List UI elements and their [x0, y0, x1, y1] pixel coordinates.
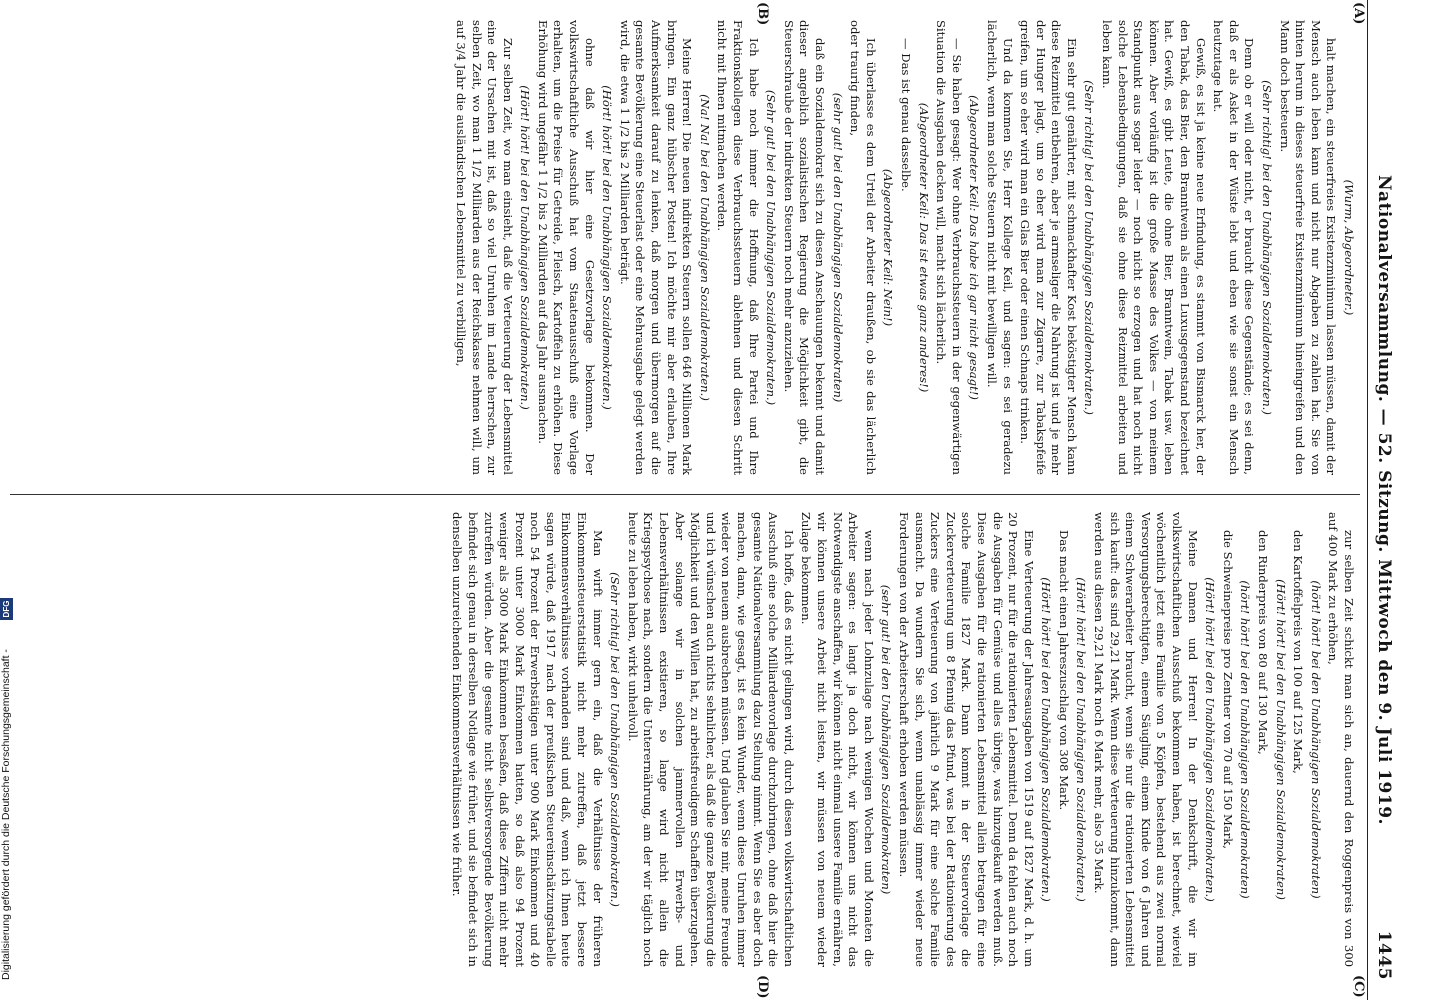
margin-marker-c: (C): [1351, 975, 1366, 998]
interjection: (Hört! hört! bei den Unabhängigen Sozialdemokraten.): [600, 85, 615, 410]
paragraph: — Sie haben gesagt: Wer ohne Verbrauchssteuern in der gegenwärtigen Situation die Ausgaben decken will, macht sich lächerlich.: [934, 20, 964, 475]
right-column: [11, 512, 1356, 967]
dfg-logo-icon: DFG: [0, 598, 13, 620]
interjection: (Hört! hört! bei den Unabhängigen Sozialdemokraten): [1273, 579, 1288, 900]
paragraph: die Schweinepreise pro Zentner von 70 auf 150 Mark,: [1220, 530, 1235, 849]
paragraph: Eine Verteuerung der Jahresausgaben von 1519 auf 1827 Mark, d. h. um 20 Prozent, nur für die rationierten Lebensmittel. Denn da fehlen auch noch die Ausgaben für Gemüse und alles übrige, was hinzugekauft werden muß. Diese Ausgaben für die rationierten Lebensmittel allein betragen für eine solche Familie 1827 Mark. Dann kommt in der Steuervorlage die Zuckerverteuerung um 8 Pfennig das Pfund, was bei der Rationierung des Zuckers eine Verteuerung von jährlich 9 Mark für eine solche Familie ausmacht. Da wundern Sie sich, wenn unablässig immer wieder neue Forderungen von der Arbeiterschaft erhoben werden müssen.: [896, 512, 1036, 967]
interjection: (Wurm, Abgeordneter.): [1342, 179, 1356, 316]
interjection: (Sehr gut! bei den Unabhängigen Sozialdemokraten.): [764, 89, 779, 406]
left-column: [11, 20, 1356, 475]
interjection: (Hört! hört! bei den Unabhängigen Sozialdemokraten.): [1203, 577, 1218, 902]
paragraph: Meine Herren! Die neuen indirekten Steuern sollen 646 Millionen Mark bringen. Ein ganz hübscher Posten! Ich möchte mir aber erlauben, Ihre Aufmerksamkeit darauf zu lenken, daß morgen und übermorgen auf die gesamte Bevölkerung eine Steuerlast oder eine Mehrausgabe gelegt werden wird, die etwa 1 1/2 bis 2 Milliarden beträgt.: [617, 20, 695, 475]
paragraph: — Das ist genau dasselbe.: [898, 38, 913, 192]
interjection: (Sehr richtig! bei den Unabhängigen Sozialdemokraten.): [608, 572, 623, 907]
interjection: (Sehr richtig! bei den Unabhängigen Sozialdemokraten.): [1260, 80, 1275, 415]
interjection: (hört! hört! bei den Unabhängigen Sozialdemokraten): [1308, 580, 1323, 899]
paragraph: zur selben Zeit schickt man sich an, dauernd den Roggenpreis von 300 auf 400 Mark zu erhöhen,: [1326, 512, 1356, 967]
interjection: (Hört! hört! bei den Unabhängigen Sozialdemokraten.): [518, 85, 533, 410]
interjection: (Abgeordneter Keil: Nein!): [881, 168, 896, 327]
paragraph: Ein sehr gut genährter, mit schmackhafter Kost beköstigter Mensch kann diese Reizmittel entbehren, aber je armseliger die Nahrung ist und je mehr der Hunger plagt, um so eher wird man zur Zigarre, zur Tabakspfeife greifen, um so eher wird man ein Glas Bier oder einen Schnaps trinken.: [1018, 20, 1079, 475]
paragraph: Ich hoffe, daß es nicht gelingen wird, durch diesen volkswirtschaftlichen Ausschuß eine solche Milliardenvorlage durchzubringen, ohne daß hier die gesamte Nationalversammlung dazu Stellung nimmt. Wenn Sie es aber doch machen, dann, wie gesagt, ist es kein Wunder, wenn diese Unruhen immer wieder von neuem ausbrechen müssen. Und glauben Sie mir, meine Freunde und ich wünschen auch nichts sehnlicher, als daß die ganze Bevölkerung die Möglichkeit und den Willen hat, zu arbeitsfreudigem Schaffen überzugehen. Aber solange wir in solchen jammervollen Erwerbs- und Lebensverhältnissen existieren, so lange wird nicht allein die Kriegspsychose nach, sondern die Unterernährung, am der wir täglich noch heute zu leben haben, wirkt unheilvoll.: [625, 512, 796, 967]
paragraph: Denn ob er will oder nicht, er braucht diese Gegenstände; es sei denn, daß er als Asket in der Wüste lebt und eben wie sie sonst ein Mensch heutzutage hat.: [1211, 20, 1257, 475]
interjection: (Sehr richtig! bei den Unabhängigen Sozialdemokraten.): [1082, 80, 1097, 415]
paragraph: Und da kommen Sie, Herr Kollege Keil, und sagen: es sei geradezu lächerlich, wenn man solche Steuern nicht mit bewilligen will.: [984, 20, 1015, 475]
interjection: (sehr gut! bei den Unabhängigen Sozialdemokraten): [830, 92, 845, 403]
interjection: (Hört! hört! bei den Unabhängigen Sozialdemokraten.): [1039, 577, 1054, 902]
digitization-credit: [0, 600, 16, 980]
paragraph: Man wirft immer gern ein, daß die Verhältnisse der früheren Einkommensteuerstatistik nicht mehr zutreffen, daß jetzt bessere Einkommensverhältnisse vorhanden sind und daß, wenn ich Ihnen heute sagen würde, daß 1917 nach der preußischen Steuereinschätzungstabelle noch 54 Prozent der Erwerbstätigen unter 900 Mark Einkommen und 40 Prozent unter 3000 Mark Einkommen hatten, so daß also 94 Prozent weniger als 3000 Mark Einkommen besaßen, daß diese Ziffern nicht mehr zutreffen würden. Aber die gesamte nicht selbstversorgende Bevölkerung befindet sich genau in derselben Notlage wie früher, und sie befindet sich in denselben unzureichenden Einkommensverhältnissen wie früher.: [450, 512, 605, 967]
page-number: 1445: [1374, 930, 1394, 980]
interjection: (Abgeordneter Keil: Das habe ich gar nicht gesagt!): [967, 95, 982, 400]
page-header: [1367, 0, 1400, 1000]
paragraph: Ich überlasse es dem Urteil der Arbeiter draußen, ob sie das lächerlich oder traurig finden,: [848, 20, 878, 475]
paragraph: Ich habe noch immer die Hoffnung, daß Ihre Partei und Ihre Fraktionskollegen diese Verbrauchssteuern ablehnen und diesen Schritt nicht mit Ihnen mitmachen werden.: [715, 20, 761, 475]
interjection: (Abgeordneter Keil: Das ist etwas ganz anderes!): [916, 102, 931, 393]
margin-marker-b: (B): [755, 2, 770, 26]
paragraph: daß ein Sozialdemokrat sich zu diesen Anschauungen bekennt und damit dieser angeblich sozialistischen Regierung die Möglichkeit gibt, die Steuerschraube der indirekten Steuern noch mehr anzuziehen.: [781, 20, 827, 475]
credit-text: Digitalisierung gefördert durch die Deutsche Forschungsgemeinschaft -: [0, 649, 12, 980]
column-divider: [10, 494, 1360, 495]
interjection: (Na! Na! bei den Unabhängigen Sozialdemokraten.): [697, 94, 712, 401]
paragraph: den Kartoffelpreis von 100 auf 125 Mark,: [1291, 530, 1306, 774]
paragraph: Zur selben Zeit, wo man einsieht, daß die Verteuerung der Lebensmittel eine der Ursachen mit ist, daß so viel Unruhen im Lande herrschen, zur selben Zeit, wo man 1 1/2 Milliarden aus der Reichskasse nehmen will, um auf 3/4 Jahr die ausländischen Lebensmittel zu verbilligen,: [453, 20, 515, 475]
paragraph: ohne daß wir hier eine Gesetzvorlage bekommen. Der volkswirtschaftliche Ausschuß hat vom Staatenausschuß eine Vorlage erhalten, um die Preise für Getreide, Fleisch, Kartoffeln zu erhöhen. Diese Erhöhung wird ungefähr 1 1/2 bis 2 Milliarden auf das Jahr ausmachen.: [535, 20, 597, 475]
paragraph: Gewiß, es ist ja keine neue Erfindung, es stammt von Bismarck her, der den Tabak, das Bier, den Branntwein als einen Luxusgegenstand bezeichnet hat. Gewiß, es gibt Leute, die ohne Bier, Branntwein, Tabak usw. leben können. Aber vorläufig ist die große Masse des Volkes — von meinem Standpunkt aus sogar leider — noch nicht so erzogen und hat noch nicht solche Lebensbedingungen, daß sie ohne diese Reizmittel arbeiten und leben kann.: [1100, 20, 1208, 475]
paragraph: wenn nach jeder Lohnzulage nach wenigen Wochen und Monaten die Arbeiter sagen: es langt ja doch nicht, wir können uns nicht das Notwendigste anschaffen, wir können nicht einmal unsere Familie ernähren, wir können unsere Arbeit nicht leisten, wir müssen von neuem wieder Zulage bekommen.: [799, 512, 876, 967]
header-title: Nationalversammlung. — 52. Sitzung. Mittwoch den 9. Juli 1919.: [1374, 175, 1394, 825]
interjection: (Hört! hört! bei den Unabhängigen Sozialdemokraten.): [1074, 577, 1089, 902]
margin-marker-a: (A): [1351, 2, 1366, 25]
interjection: (hört! hört! bei den Unabhängigen Sozialdemokraten): [1238, 580, 1253, 899]
margin-marker-d: (D): [755, 975, 770, 999]
paragraph: Meine Damen und Herren! In der Denkschrift, die wir im volkswirtschaftlichen Ausschuß bekommen haben, ist berechnet, wieviel wöchentlich jetzt eine Familie von 5 Köpfen, bestehend aus zwei normal Versorgungsberechtigten, einem Säugling, einem Kinde von 6 Jahren und einem Schwerarbeiter braucht, wenn sie nur die rationierten Lebensmittel sich kauft: das sind 29,21 Mark. Wenn diese Verteuerung hinzukommt, dann werden aus diesen 29,21 Mark noch 6 Mark mehr, also 35 Mark.: [1092, 512, 1200, 967]
paragraph: halt machen, ein steuerfreies Existenzminimum lassen müssen, damit der Mensch auch leben kann und nicht nur Abgaben zu zahlen hat. Sie von hinten herum in dieses steuerfreie Existenzminimum hineingreifen und den Mann doch besteuern.: [1277, 20, 1339, 475]
paragraph: Das macht einen Jahreszuschlag von 308 Mark.: [1056, 530, 1071, 811]
paragraph: den Rinderpreis von 80 auf 130 Mark,: [1256, 530, 1271, 755]
interjection: (sehr gut! bei den Unabhängigen Sozialdemokraten): [879, 584, 894, 895]
